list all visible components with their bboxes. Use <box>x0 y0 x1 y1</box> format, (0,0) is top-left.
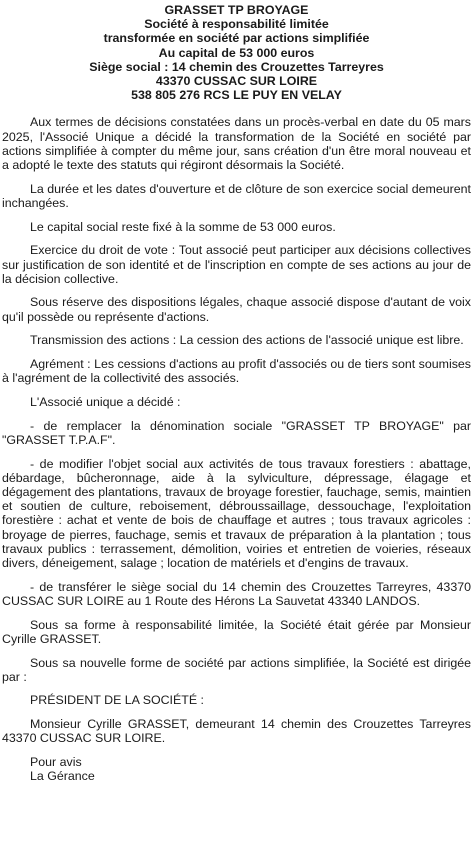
notice-body <box>2 115 471 783</box>
paragraph-sole-shareholder-decided: L'Associé unique a décidé : <box>30 394 181 409</box>
paragraph-transformation: Aux termes de décisions constatées dans un procès-verbal en date du 05 mars 2025, l'Associé Unique a décidé la transformation de la Société en société par actions simplifiée à compter du même jour, sans création d'un être moral nouveau et a adopté le texte des statuts qui régiront désormais la Société. <box>2 115 471 173</box>
company-name: GRASSET TP BROYAGE <box>164 3 309 17</box>
paragraph-voting-rights: Exercice du droit de vote : Tout associé peut participer aux décisions collectives sur justification de son identité et de l'inscription en compte de ses actions au jour de la décision collective. <box>2 243 471 286</box>
paragraph-votes-per-share: Sous réserve des dispositions légales, chaque associé dispose d'autant de voix qu'il possède ou représente d'actions. <box>2 295 471 324</box>
paragraph-former-management: Sous sa forme à responsabilité limitée, la Société était gérée par Monsieur Cyrille GRASSET. <box>2 617 471 646</box>
transformation-line: transformée en société par actions simplifiée <box>103 31 370 46</box>
paragraph-capital: Le capital social reste fixé à la somme de 53 000 euros. <box>30 219 336 234</box>
paragraph-new-management: Sous sa nouvelle forme de société par actions simplifiée, la Société est dirigée par : <box>2 655 471 684</box>
paragraph-office-transfer: - de transférer le siège social du 14 chemin des Crouzettes Tarreyres, 43370 CUSSAC SUR LOIRE au 1 Route des Hérons La Sauvetat 43340 LANDOS. <box>2 579 471 608</box>
paragraph-share-transfer: Transmission des actions : La cession des actions de l'associé unique est libre. <box>30 333 464 348</box>
paragraph-approval: Agrément : Les cessions d'actions au profit d'associés ou de tiers sont soumises à l'agrément de la collectivité des associés. <box>2 357 471 386</box>
paragraph-fiscal-year: La durée et les dates d'ouverture et de clôture de son exercice social demeurent inchangées. <box>2 181 471 210</box>
legal-form: Société à responsabilité limitée <box>144 17 329 32</box>
paragraph-name-change: - de remplacer la dénomination sociale "GRASSET TP BROYAGE" par "GRASSET T.P.A.F". <box>2 418 471 447</box>
rcs-line: 538 805 276 RCS LE PUY EN VELAY <box>131 88 342 103</box>
capital-line: Au capital de 53 000 euros <box>158 45 315 60</box>
registered-office-line: Siège social : 14 chemin des Crouzettes Tarreyres <box>89 59 384 74</box>
paragraph-president-heading: PRÉSIDENT DE LA SOCIÉTÉ : <box>30 693 204 708</box>
signoff-la-gerance: La Gérance <box>30 769 95 784</box>
notice-header <box>2 3 471 102</box>
postal-city-line: 43370 CUSSAC SUR LOIRE <box>155 74 318 89</box>
paragraph-purpose-change: - de modifier l'objet social aux activités de tous travaux forestiers : abattage, débardage, bûcheronnage, aide à la sylviculture, dépressage, élagage et dégagement des plantations, travaux de broyage forestier, fauchage, semis, maintien et soutien de culture, reboisement, débroussaillage, dessouchage, l'exploitation forestière : achat et vente de bois de chauffage et autres ; tous travaux agricoles : broyage de pierres, fauchage, semis et travaux de préparation à la plantation ; tous travaux publics : terrassement, démolition, voiries et entretien de voieries, réseaux divers, déneigement, salage ; location de matériels et d'engins de travaux. <box>2 456 471 570</box>
signoff-pour-avis: Pour avis <box>30 755 82 770</box>
paragraph-president-details: Monsieur Cyrille GRASSET, demeurant 14 chemin des Crouzettes Tarreyres 43370 CUSSAC SUR LOIRE. <box>2 717 471 746</box>
